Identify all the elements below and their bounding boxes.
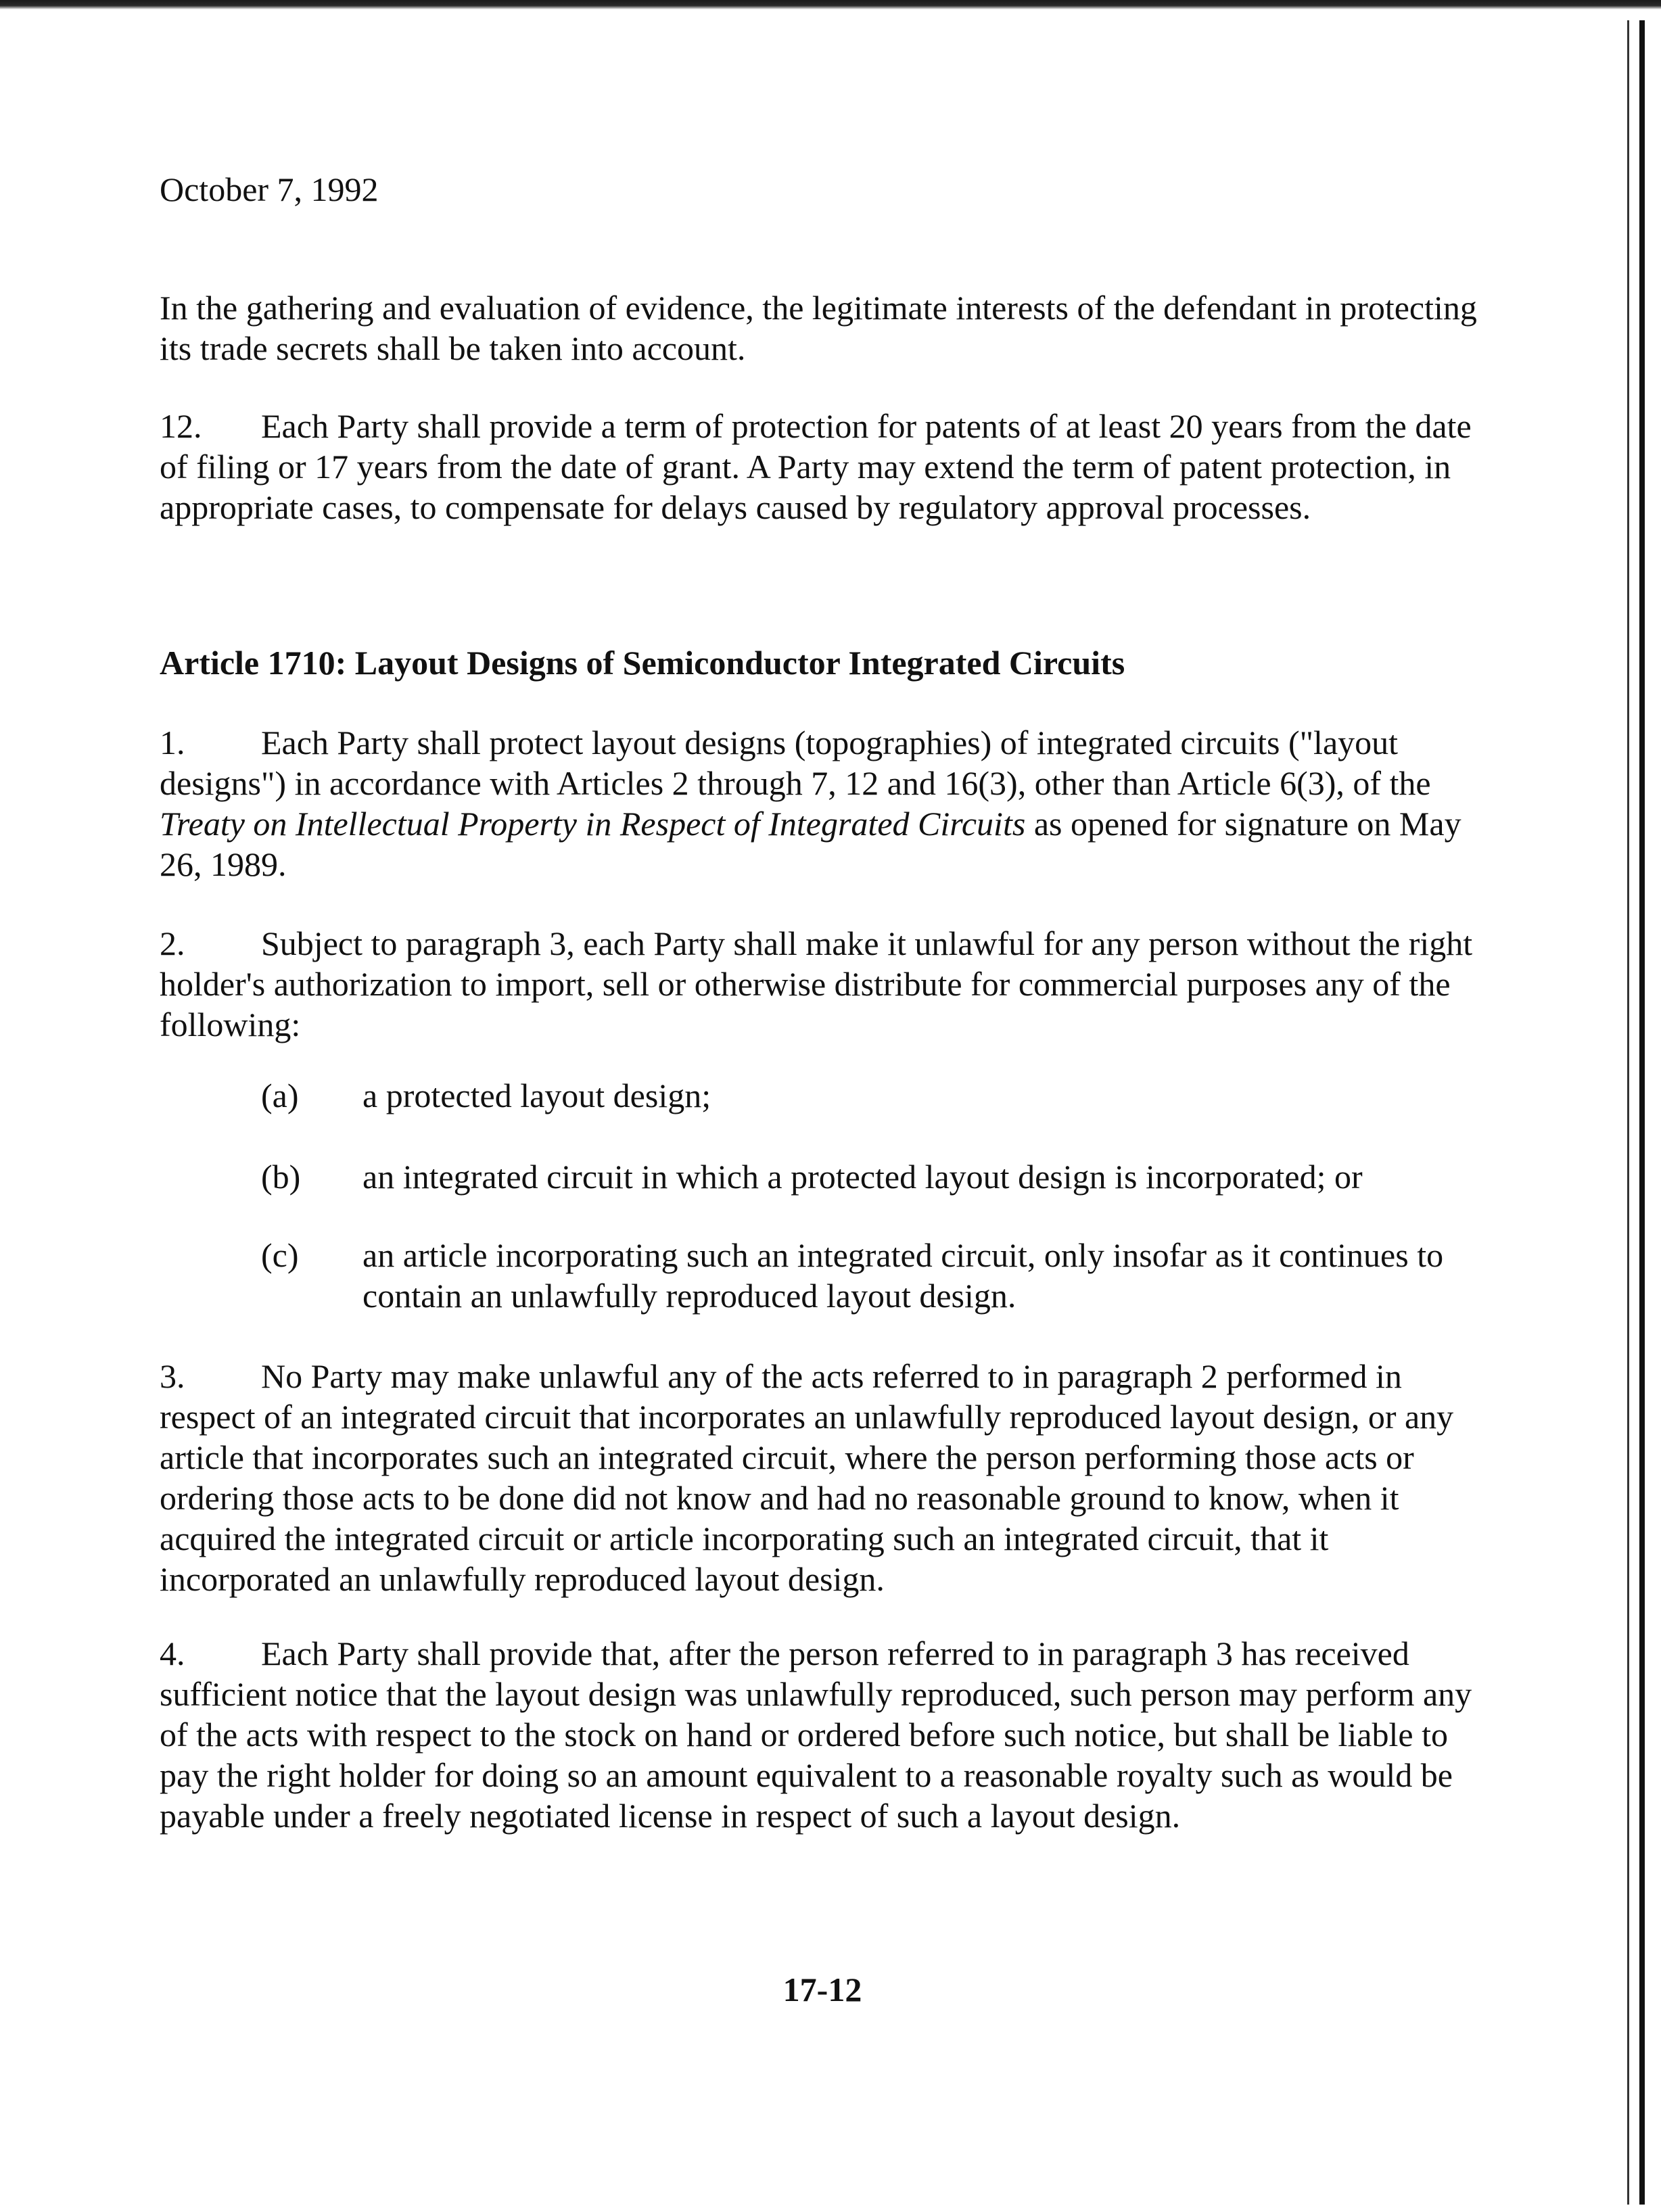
- scan-edge-line-thin: [1627, 20, 1629, 2205]
- paragraph-12-number: 12.: [160, 407, 202, 445]
- article-paragraph-3: [160, 1356, 1485, 1599]
- list-item-c-label: (c): [261, 1236, 299, 1274]
- paragraph-3-text: No Party may make unlawful any of the acts referred to in paragraph 2 performed in respect of an integrated circuit that incorporates an unlawfully reproduced layout design, or any article that incorporates such an integrated circuit, where the person performing those acts or ordering those acts to be done did not know and had no reasonable ground to know, when it acquired the integrated circuit or article incorporating such an integrated circuit, that it incorporated an unlawfully reproduced layout design.: [160, 1357, 1454, 1598]
- article-heading: Article 1710: Layout Designs of Semiconductor Integrated Circuits: [160, 644, 1125, 682]
- intro-paragraph: In the gathering and evaluation of evidence, the legitimate interests of the defendant in protecting its trade secrets shall be taken into account.: [160, 289, 1477, 367]
- scan-right-edge: [1624, 20, 1661, 2205]
- article-paragraph-4: [160, 1633, 1485, 1836]
- paragraph-1-number: 1.: [160, 724, 185, 761]
- list-item-a-text: a protected layout design;: [362, 1077, 711, 1114]
- list-item-a-label: (a): [261, 1077, 299, 1114]
- document-page: [160, 0, 1485, 2212]
- paragraph-4-text: Each Party shall provide that, after the person referred to in paragraph 3 has received sufficient notice that the layout design was unlawfully reproduced, such person may perform any of the acts with respect to the stock on hand or ordered before such notice, but shall be liable to pay the right holder for doing so an amount equivalent to a reasonable royalty such as would be payable under a freely negotiated license in respect of such a layout design.: [160, 1634, 1472, 1835]
- document-date: October 7, 1992: [160, 170, 379, 208]
- article-paragraph-2: [160, 923, 1485, 1045]
- paragraph-12: [160, 406, 1485, 527]
- list-item-c-text: an article incorporating such an integrated circuit, only insofar as it continues to contain an unlawfully reproduced layout design.: [362, 1236, 1444, 1315]
- paragraph-2-text: Subject to paragraph 3, each Party shall make it unlawful for any person without the right holder's authorization to import, sell or otherwise distribute for commercial purposes any of the following:: [160, 924, 1473, 1043]
- paragraph-4-number: 4.: [160, 1634, 185, 1672]
- paragraph-1-text-after: as opened for signature on May 26, 1989.: [160, 805, 1461, 883]
- list-item-b-label: (b): [261, 1158, 301, 1196]
- page-number: 17-12: [782, 1971, 862, 2008]
- paragraph-1-text-before: Each Party shall protect layout designs (topographies) of integrated circuits ("layout designs") in accordance with Articles 2 through 7, 12 and 16(3), other than Article 6(3), of the: [160, 724, 1431, 802]
- list-item-a: [261, 1075, 1485, 1116]
- list-item-b: [261, 1156, 1485, 1197]
- paragraph-3-number: 3.: [160, 1357, 185, 1395]
- article-paragraph-1: [160, 722, 1485, 885]
- paragraph-2-number: 2.: [160, 924, 185, 962]
- paragraph-12-text: Each Party shall provide a term of protection for patents of at least 20 years from the date of filing or 17 years from the date of grant. A Party may extend the term of patent protection, in appropriate cases, to compensate for delays caused by regulatory approval processes.: [160, 407, 1472, 526]
- treaty-title: Treaty on Intellectual Property in Respect of Integrated Circuits: [160, 805, 1026, 843]
- list-item-b-text: an integrated circuit in which a protected layout design is incorporated; or: [362, 1158, 1363, 1196]
- list-item-c: [261, 1235, 1485, 1316]
- scan-edge-line-thick: [1639, 20, 1645, 2205]
